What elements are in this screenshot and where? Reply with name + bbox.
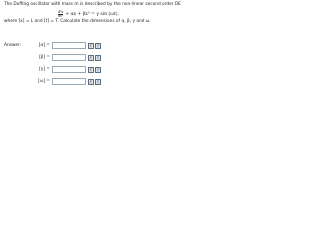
math-editor-icon-glyph: [89, 56, 93, 60]
second-derivative-fraction: [58, 11, 63, 18]
math-editor-icon[interactable]: [88, 79, 94, 85]
omega-input[interactable]: [52, 78, 86, 85]
beta-input[interactable]: [52, 54, 86, 61]
answer-row-gamma: [4, 66, 124, 74]
calculator-icon[interactable]: [95, 79, 101, 85]
problem-intro: The Duffing oscillator with mass m is described by the non-linear second order DE: [4, 2, 181, 7]
equation-terms: + αx + βx³ = γ sin (ωt),: [65, 12, 119, 17]
answer-row-beta: [4, 54, 124, 62]
math-editor-icon[interactable]: [88, 55, 94, 61]
duffing-equation: [58, 10, 119, 19]
alpha-input[interactable]: [52, 42, 86, 49]
calculator-icon[interactable]: [95, 43, 101, 49]
calculator-icon-glyph: [96, 68, 100, 72]
math-editor-icon-glyph: [89, 80, 93, 84]
fraction-numerator: d²x: [58, 9, 64, 14]
math-editor-icon[interactable]: [88, 67, 94, 73]
calculator-icon[interactable]: [95, 55, 101, 61]
beta-label: [β] =: [39, 55, 50, 60]
calculator-icon-glyph: [96, 44, 100, 48]
math-editor-icon[interactable]: [88, 43, 94, 49]
question-page: [0, 0, 200, 89]
omega-label: [ω] =: [38, 79, 50, 84]
gamma-input[interactable]: [52, 66, 86, 73]
fraction-denominator: dt²: [58, 13, 64, 18]
answer-row-alpha: [4, 42, 124, 50]
answer-prefix: Answer:: [4, 43, 22, 48]
answer-row-omega: [4, 78, 124, 86]
problem-where: where [x] = L and [t] = T. Calculate the dimensions of α, β, γ and ω.: [4, 19, 151, 24]
calculator-icon[interactable]: [95, 67, 101, 73]
alpha-label: [α] =: [38, 43, 50, 48]
math-editor-icon-glyph: [89, 44, 93, 48]
calculator-icon-glyph: [96, 80, 100, 84]
math-editor-icon-glyph: [89, 68, 93, 72]
calculator-icon-glyph: [96, 56, 100, 60]
gamma-label: [γ] =: [39, 67, 50, 72]
answer-section: [4, 42, 200, 88]
